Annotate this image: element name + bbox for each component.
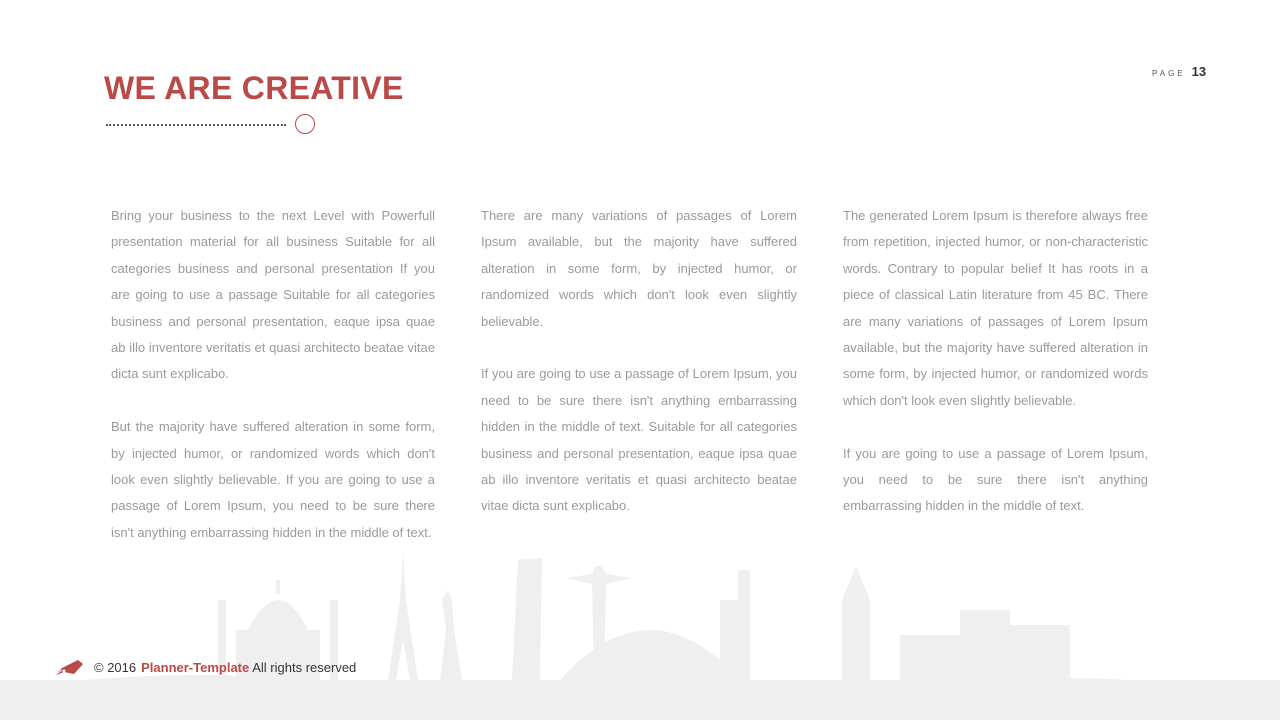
title-circle-ornament [295, 114, 315, 134]
paragraph: If you are going to use a passage of Lorem Ipsum, you need to be sure there isn't anything embarrassing hidden in the middle of text. Suitable for all categories business and personal presentation, eaque ipsa quae ab illo inventore veritatis et quasi architecto beatae vitae dicta sunt explicabo. [481, 366, 797, 514]
footer-brand: Planner-Template [141, 659, 250, 675]
footer [52, 656, 356, 678]
paragraph: The generated Lorem Ipsum is therefore always free from repetition, injected humor, or non-characteristic words. Contrary to popular belief It has roots in a piece of classical Latin literature from 45 BC. There are many variations of passages of Lorem Ipsum available, but the majority have suffered alteration in some form, by injected humor, or randomized words which don't look even slightly believable. [843, 208, 1148, 408]
page-title: WE ARE CREATIVE [104, 70, 404, 106]
paragraph: There are many variations of passages of Lorem Ipsum available, but the majority have suffered alteration in some form, by injected humor, or randomized words which don't look even slightly believable. [481, 208, 797, 329]
text-column-1 [111, 203, 435, 573]
page-label: PAGE [1152, 69, 1186, 78]
footer-rights: All rights reserved [252, 659, 357, 675]
title-dotted-underline [106, 124, 286, 126]
paragraph: Bring your business to the next Level with Powerfull presentation material for all business Suitable for all categories business and personal presentation If you are going to use a passage Suitable for all categories business and personal presentation, eaque ipsa quae ab illo inventore veritatis et quasi architecto beatae vitae dicta sunt explicabo. [111, 208, 435, 382]
footer-copyright: © 2016 [94, 659, 137, 675]
page-indicator [1152, 64, 1206, 79]
text-column-3 [843, 203, 1148, 546]
fountain-pen-icon [52, 656, 86, 678]
page-number: 13 [1191, 64, 1207, 79]
paragraph: But the majority have suffered alteration in some form, by injected humor, or randomized words which don't look even slightly believable. If you are going to use a passage of Lorem Ipsum, you need to be sure there isn't anything embarrassing hidden in the middle of text. [111, 419, 435, 540]
paragraph: If you are going to use a passage of Lorem Ipsum, you need to be sure there isn't anything embarrassing hidden in the middle of text. [843, 445, 1148, 514]
text-column-2 [481, 203, 797, 546]
